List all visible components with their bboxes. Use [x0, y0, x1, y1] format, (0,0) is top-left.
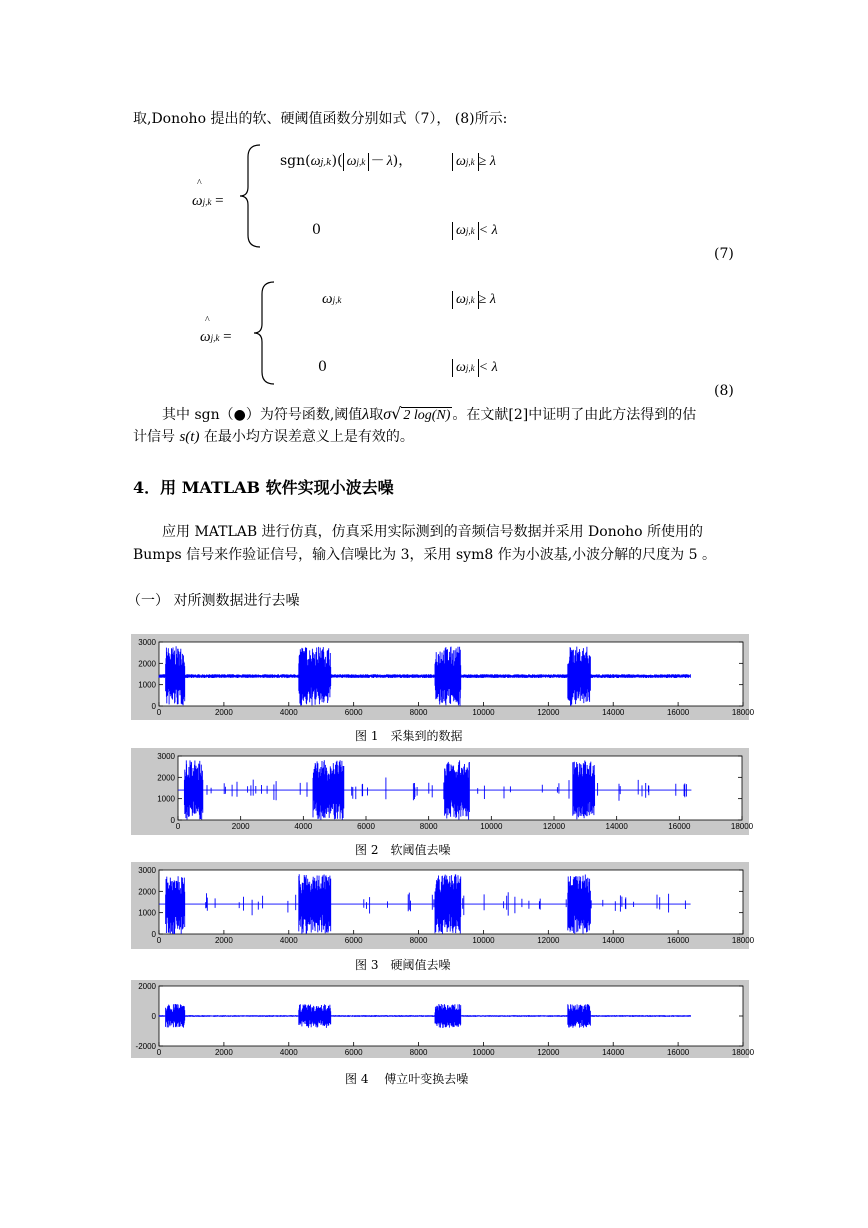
figure-1-caption: 图 1 采集到的数据	[355, 729, 463, 743]
x-tick-label: 12000	[537, 1048, 560, 1057]
x-tick-label: 6000	[357, 822, 375, 831]
x-tick-label: 0	[156, 708, 162, 717]
x-tick-label: 0	[156, 1048, 162, 1057]
figure-3-caption: 图 3 硬阈值去噪	[355, 958, 451, 972]
x-tick-label: 12000	[537, 936, 560, 945]
x-tick-label: 4000	[279, 708, 298, 717]
x-tick-label: 10000	[472, 708, 495, 717]
x-tick-label: 8000	[419, 822, 438, 831]
x-tick-label: 10000	[480, 822, 503, 831]
x-tick-label: 16000	[666, 1048, 690, 1057]
section-heading: 4．用 MATLAB 软件实现小波去噪	[133, 478, 394, 497]
x-tick-label: 18000	[730, 822, 754, 831]
y-tick-label: 0	[170, 816, 175, 825]
paragraph-line-2: Bumps 信号来作验证信号，输入信噪比为 3，采用 sym8 作为小波基,小波分解的尺度为 5 。	[133, 547, 716, 563]
x-tick-label: 12000	[542, 822, 566, 831]
x-tick-label: 18000	[731, 936, 755, 945]
intro-line: 取,Donoho 提出的软、硬阈值函数分别如式（7）， (8)所示:	[133, 111, 508, 127]
figure-3-svg	[131, 862, 755, 949]
eq7-lhs: ωj,k =	[192, 193, 224, 209]
x-tick-label: 6000	[344, 708, 363, 717]
hat-mark: ^	[197, 178, 202, 189]
y-tick-label: 1000	[138, 908, 156, 918]
x-tick-label: 16000	[666, 936, 690, 945]
figure-1-plot	[131, 634, 755, 720]
x-tick-label: 6000	[344, 936, 363, 945]
x-tick-label: 12000	[537, 708, 560, 717]
left-brace-icon	[238, 143, 264, 249]
y-tick-label: 3000	[138, 638, 156, 647]
x-tick-label: 14000	[602, 1048, 625, 1057]
x-tick-label: 10000	[472, 1048, 495, 1057]
figure-4-plot	[131, 980, 755, 1058]
eq8-cond1: ωj,k ≥ λ	[452, 290, 496, 309]
y-tick-label: 1000	[138, 680, 156, 690]
figure-4-caption: 图 4 傅立叶变换去噪	[345, 1072, 469, 1086]
figure-2-caption: 图 2 软阈值去噪	[355, 843, 451, 857]
x-tick-label: 0	[156, 936, 162, 945]
x-tick-label: 10000	[472, 936, 495, 945]
eq8-case2: 0	[318, 359, 327, 375]
eq8-cond2: ωj,k < λ	[452, 358, 498, 377]
x-tick-label: 16000	[668, 822, 691, 831]
figure-2-plot	[131, 748, 754, 835]
x-tick-label: 18000	[731, 708, 755, 717]
eq8-case1: ωj,k	[322, 291, 342, 307]
y-tick-label: 2000	[157, 773, 175, 783]
y-tick-label: 0	[151, 930, 156, 939]
equation-number-8: (8)	[714, 383, 734, 399]
hat-mark: ^	[205, 315, 210, 326]
eq7-cond1: ωj,k ≥ λ	[452, 152, 496, 171]
figure-3-plot	[131, 862, 755, 949]
figure-2-svg	[131, 748, 754, 835]
y-tick-label: -2000	[135, 1042, 156, 1051]
paragraph-line-1: 应用 MATLAB 进行仿真，仿真采用实际测到的音频信号数据并采用 Donoho 所使用的	[162, 524, 704, 540]
eq8-lhs: ωj,k =	[200, 329, 232, 345]
explanation-line-1: 其中 sgn（●）为符号函数,阈值λ取σ√ 2 log(N) 。在文献[2]中证明了由此方法得到的估	[162, 404, 697, 423]
subsection-title: （一） 对所测数据进行去噪	[127, 593, 300, 609]
y-tick-label: 3000	[138, 866, 156, 875]
equation-number-7: (7)	[714, 246, 734, 262]
x-tick-label: 4000	[279, 936, 298, 945]
x-tick-label: 14000	[602, 708, 625, 717]
figure-1-svg	[131, 634, 755, 720]
left-brace-icon	[252, 280, 278, 386]
y-tick-label: 0	[151, 1012, 156, 1021]
explanation-line-2: 计信号 s(t) 在最小均方误差意义上是有效的。	[133, 429, 414, 445]
eq7-case2: 0	[312, 222, 321, 238]
x-tick-label: 8000	[409, 708, 428, 717]
x-tick-label: 4000	[279, 1048, 298, 1057]
x-tick-label: 14000	[602, 936, 625, 945]
x-tick-label: 6000	[344, 1048, 363, 1057]
x-tick-label: 2000	[214, 936, 233, 945]
x-tick-label: 16000	[666, 708, 690, 717]
x-tick-label: 0	[175, 822, 181, 831]
y-tick-label: 1000	[157, 794, 175, 804]
figure-4-svg	[131, 980, 755, 1058]
x-tick-label: 8000	[409, 936, 428, 945]
eq7-case1: sgn(ωj,k)( ωj,k － λ)，	[280, 153, 413, 169]
x-tick-label: 8000	[409, 1048, 428, 1057]
x-tick-label: 2000	[231, 822, 250, 831]
x-tick-label: 18000	[731, 1048, 755, 1057]
x-tick-label: 2000	[214, 1048, 233, 1057]
y-tick-label: 2000	[138, 659, 156, 669]
y-tick-label: 2000	[138, 982, 156, 991]
x-tick-label: 2000	[214, 708, 233, 717]
y-tick-label: 0	[151, 702, 156, 711]
y-tick-label: 2000	[138, 887, 156, 897]
eq7-cond2: ωj,k < λ	[452, 221, 498, 240]
x-tick-label: 4000	[294, 822, 313, 831]
x-tick-label: 14000	[605, 822, 628, 831]
y-tick-label: 3000	[157, 752, 175, 761]
